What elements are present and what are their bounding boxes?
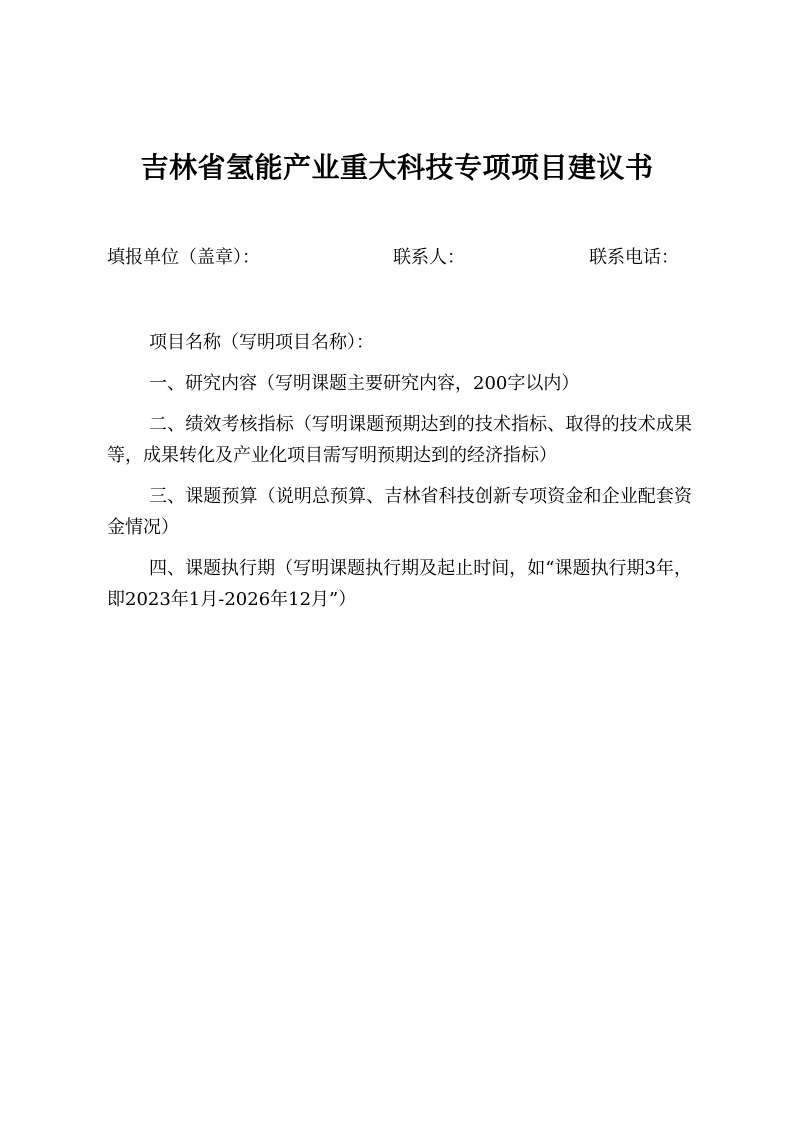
document-title: 吉林省氢能产业重大科技专项项目建议书 — [140, 151, 654, 184]
phone-label: 联系电话： — [589, 247, 679, 268]
paragraph-research-content: 一、研究内容（写明课题主要研究内容，200字以内） — [149, 373, 580, 394]
paragraph-performance-indicators: 二、绩效考核指标（写明课题预期达到的技术指标、取得的技术成果等，成果转化及产业化项目需写明预期达到的经济指标） — [107, 414, 692, 466]
paragraph-project-name: 项目名称（写明项目名称）： — [149, 332, 374, 353]
paragraph-execution-period: 四、课题执行期（写明课题执行期及起止时间，如“课题执行期3年，即2023年1月-2026年12月”） — [107, 558, 692, 610]
unit-label: 填报单位（盖章）： — [107, 247, 260, 268]
contact-label: 联系人： — [393, 247, 465, 268]
document-body — [107, 327, 692, 625]
paragraph-budget: 三、课题预算（说明总预算、吉林省科技创新专项资金和企业配套资金情况） — [107, 486, 692, 538]
